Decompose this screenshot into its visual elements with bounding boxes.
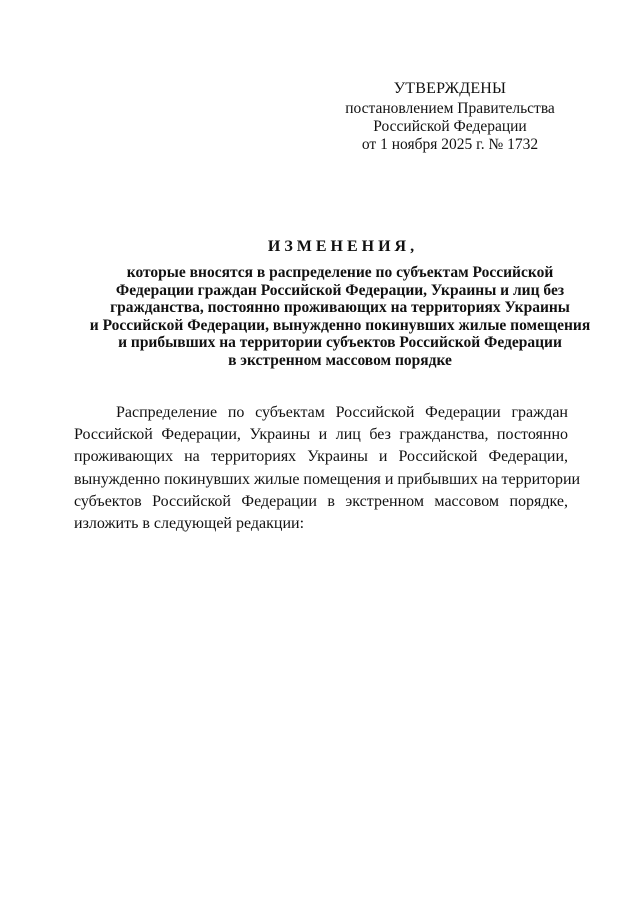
approval-heading: УТВЕРЖДЕНЫ xyxy=(393,80,507,97)
document-subtitle-line: которые вносятся в распределение по субъектам Российской xyxy=(126,264,554,281)
body-paragraph xyxy=(74,402,581,535)
document-subtitle-line: Федерации граждан Российской Федерации, Украины и лиц без xyxy=(115,281,565,299)
document-title: ИЗМЕНЕНИЯ, xyxy=(267,238,419,255)
approval-line: постановлением Правительства xyxy=(345,100,555,117)
paragraph-line: изложить в следующей редакции: xyxy=(74,515,305,533)
paragraph-line: вынужденно покинувших жилые помещения и прибывших на территории xyxy=(74,470,581,488)
approval-date-line: от 1 ноября 2025 г. № 1732 xyxy=(361,136,539,153)
document-title-block xyxy=(40,238,640,369)
paragraph-line: субъектов Российской Федерации в экстренном массовом порядке, xyxy=(74,492,568,510)
paragraph-line: Распределение по субъектам Российской Федерации граждан xyxy=(116,404,568,421)
document-subtitle-line: в экстренном массовом порядке xyxy=(228,351,452,369)
document-subtitle-line: гражданства, постоянно проживающих на территориях Украины xyxy=(110,299,570,316)
approval-line: Российской Федерации xyxy=(373,118,527,135)
approval-stamp-block xyxy=(300,80,600,154)
paragraph-line: Российской Федерации, Украины и лиц без гражданства, постоянно xyxy=(74,426,568,444)
document-subtitle-line: и прибывших на территории субъектов Российской Федерации xyxy=(118,334,562,351)
document-subtitle-line: и Российской Федерации, вынужденно покинувших жилые помещения xyxy=(89,316,591,334)
paragraph-line: проживающих на территориях Украины и Российской Федерации, xyxy=(74,448,568,466)
